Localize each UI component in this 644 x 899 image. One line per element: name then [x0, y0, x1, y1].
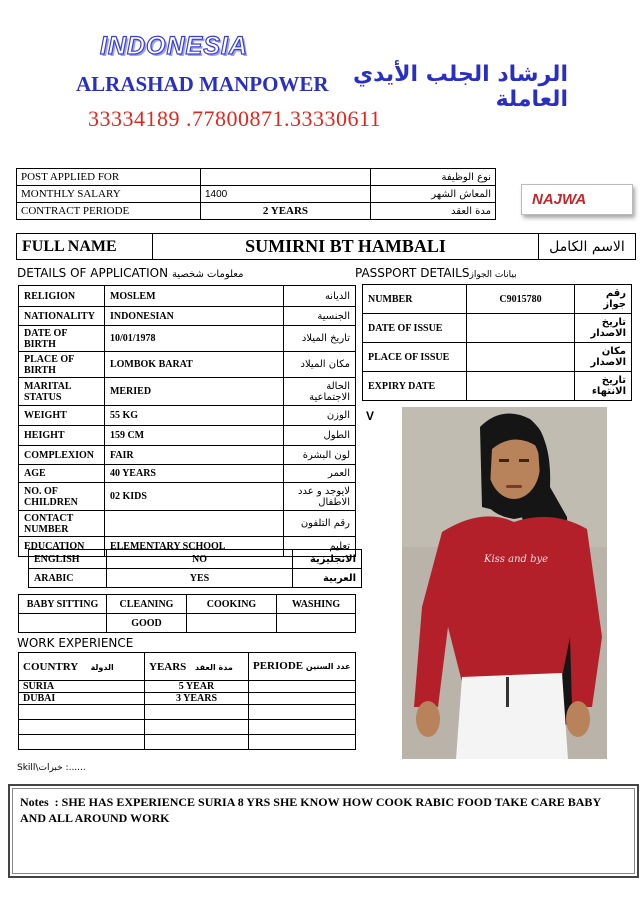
work-header-row	[19, 653, 356, 681]
details-heading	[17, 266, 243, 280]
details-heading-text: DETAILS OF APPLICATION	[17, 266, 169, 280]
work-row	[19, 705, 356, 720]
applicant-photo-drawing	[402, 407, 607, 759]
detail-row	[19, 378, 356, 406]
post-value: 1400	[201, 186, 371, 203]
language-row	[29, 569, 362, 588]
work-row	[19, 693, 356, 705]
work-periode	[249, 720, 356, 735]
work-row	[19, 735, 356, 750]
language-arabic: الانجليزية	[293, 550, 362, 569]
skill-header: CLEANING	[107, 595, 187, 614]
detail-arabic: تعليم	[284, 537, 356, 557]
detail-value: 40 YEARS	[104, 465, 283, 483]
work-row	[19, 720, 356, 735]
skill-line: Skill\خبرات :......	[17, 763, 86, 773]
detail-value	[104, 511, 283, 537]
detail-arabic: مكان الميلاد	[284, 352, 356, 378]
post-label: POST APPLIED FOR	[17, 169, 201, 186]
shirt-text: Kiss and bye	[484, 554, 549, 565]
language-label: ENGLISH	[29, 550, 107, 569]
detail-row	[19, 352, 356, 378]
post-arabic: نوع الوظيفة	[371, 169, 496, 186]
detail-value: 159 CM	[104, 426, 283, 446]
work-col-years	[145, 653, 249, 681]
detail-arabic: رقم التلفون	[284, 511, 356, 537]
passport-heading-text: PASSPORT DETAILS	[355, 266, 470, 280]
passport-arabic: مكان الاصدار	[575, 343, 632, 372]
detail-value: FAIR	[104, 446, 283, 465]
work-heading: WORK EXPERIENCE	[17, 636, 134, 650]
language-value: NO	[107, 550, 293, 569]
skills-table	[18, 594, 356, 633]
detail-label: NO. OF CHILDREN	[19, 483, 105, 511]
detail-label: RELIGION	[19, 286, 105, 307]
detail-row	[19, 406, 356, 426]
detail-value: MOSLEM	[104, 286, 283, 307]
notes-text: SHE HAS EXPERIENCE SURIA 8 YRS SHE KNOW HOW COOK RABIC FOOD TAKE CARE BABY AND ALL AROUND WORK	[20, 795, 601, 825]
work-years	[145, 705, 249, 720]
full-name-label: FULL NAME	[17, 234, 153, 260]
agency-name-arabic: الرشاد الجلب الأيدي العاملة	[353, 62, 568, 112]
agency-phones: 33334189 .77800871.33330611	[88, 106, 382, 131]
passport-arabic: تاريخ الاصدار	[575, 314, 632, 343]
language-arabic: العربية	[293, 569, 362, 588]
post-row	[17, 169, 496, 186]
work-col-periode-label: PERIODE	[253, 660, 304, 672]
passport-heading-arabic: بيانات الجواز	[469, 270, 517, 280]
detail-row	[19, 307, 356, 326]
work-col-country-arabic: الدولة	[90, 662, 114, 672]
work-col-years-arabic: مدة العقد	[195, 662, 233, 672]
passport-label: EXPIRY DATE	[363, 372, 467, 401]
detail-label: EDUCATION	[19, 537, 105, 557]
full-name-value: SUMIRNI BT HAMBALI	[153, 234, 539, 260]
passport-value	[467, 372, 575, 401]
passport-table	[362, 284, 632, 401]
detail-row	[19, 483, 356, 511]
detail-label: AGE	[19, 465, 105, 483]
work-col-years-label: YEARS	[149, 660, 187, 673]
detail-row	[19, 426, 356, 446]
detail-arabic: لايوجد و عدد الاطفال	[284, 483, 356, 511]
details-heading-arabic: معلومات شخصية	[171, 269, 244, 280]
detail-arabic: لون البشرة	[284, 446, 356, 465]
passport-value	[467, 343, 575, 372]
work-years: 5 YEAR	[145, 681, 249, 693]
passport-label: PLACE OF ISSUE	[363, 343, 467, 372]
detail-label: CONTACT NUMBER	[19, 511, 105, 537]
detail-label: HEIGHT	[19, 426, 105, 446]
passport-heading	[355, 266, 517, 280]
passport-arabic: رقم جواز	[575, 285, 632, 314]
detail-label: COMPLEXION	[19, 446, 105, 465]
post-value	[201, 169, 371, 186]
passport-label: DATE OF ISSUE	[363, 314, 467, 343]
skill-value	[19, 614, 107, 633]
stray-mark: V	[366, 409, 375, 423]
detail-label: MARITAL STATUS	[19, 378, 105, 406]
passport-row	[363, 314, 632, 343]
skill-value	[277, 614, 356, 633]
detail-label: WEIGHT	[19, 406, 105, 426]
detail-row	[19, 326, 356, 352]
passport-value	[467, 314, 575, 343]
work-periode	[249, 705, 356, 720]
agency-name: ALRASHAD MANPOWER	[76, 72, 329, 96]
detail-value: 02 KIDS	[104, 483, 283, 511]
post-row	[17, 186, 496, 203]
detail-label: DATE OF BIRTH	[19, 326, 105, 352]
passport-value: C9015780	[467, 285, 575, 314]
detail-value: LOMBOK BARAT	[104, 352, 283, 378]
detail-value: 10/01/1978	[104, 326, 283, 352]
post-label: CONTRACT PERIODE	[17, 203, 201, 220]
details-table	[18, 285, 356, 557]
passport-row	[363, 372, 632, 401]
work-col-periode-arabic: عدد السنين	[305, 662, 351, 671]
post-value: 2 YEARS	[201, 203, 371, 220]
full-name-arabic: الاسم الكامل	[539, 234, 636, 260]
detail-value: MERIED	[104, 378, 283, 406]
post-row	[17, 203, 496, 220]
work-years	[145, 735, 249, 750]
post-label: MONTHLY SALARY	[17, 186, 201, 203]
detail-arabic: الحالة الاجتماعية	[284, 378, 356, 406]
notes-box: Notes : SHE HAS EXPERIENCE SURIA 8 YRS SHE KNOW HOW COOK RABIC FOOD TAKE CARE BABY AND ALL AROUND WORK	[8, 784, 639, 878]
country-title: INDONESIA	[100, 32, 248, 60]
work-years: 3 YEARS	[145, 693, 249, 705]
detail-row	[19, 446, 356, 465]
detail-arabic: تاريخ الميلاد	[284, 326, 356, 352]
detail-arabic: الطول	[284, 426, 356, 446]
passport-arabic: تاريخ الانتهاء	[575, 372, 632, 401]
work-col-country-label: COUNTRY	[23, 660, 78, 673]
passport-row	[363, 285, 632, 314]
detail-arabic: الديانه	[284, 286, 356, 307]
work-country	[19, 735, 145, 750]
detail-label: NATIONALITY	[19, 307, 105, 326]
office-badge: NAJWA	[521, 184, 633, 215]
detail-value: ELEMENTARY SCHOOL	[104, 537, 283, 557]
detail-value: INDONESIAN	[104, 307, 283, 326]
languages-table	[28, 549, 362, 588]
skill-value: GOOD	[107, 614, 187, 633]
language-label: ARABIC	[29, 569, 107, 588]
detail-label: PLACE OF BIRTH	[19, 352, 105, 378]
language-row	[29, 550, 362, 569]
post-arabic: مدة العقد	[371, 203, 496, 220]
detail-arabic: العمر	[284, 465, 356, 483]
detail-row	[19, 465, 356, 483]
work-country: SURIA	[19, 681, 145, 693]
work-table	[18, 652, 356, 750]
work-periode	[249, 681, 356, 693]
work-col-country	[19, 653, 145, 681]
work-country	[19, 720, 145, 735]
language-value: YES	[107, 569, 293, 588]
skills-header-row	[19, 595, 356, 614]
work-periode	[249, 693, 356, 705]
work-col-periode	[249, 653, 356, 681]
work-row	[19, 681, 356, 693]
skill-header: BABY SITTING	[19, 595, 107, 614]
detail-value: 55 KG	[104, 406, 283, 426]
full-name-table	[16, 233, 636, 260]
work-periode	[249, 735, 356, 750]
detail-row	[19, 286, 356, 307]
detail-arabic: الجنسية	[284, 307, 356, 326]
skill-header: COOKING	[187, 595, 277, 614]
skill-value	[187, 614, 277, 633]
post-table	[16, 168, 496, 220]
work-country: DUBAI	[19, 693, 145, 705]
passport-row	[363, 343, 632, 372]
passport-label: NUMBER	[363, 285, 467, 314]
detail-arabic: الوزن	[284, 406, 356, 426]
detail-row	[19, 511, 356, 537]
skill-header: WASHING	[277, 595, 356, 614]
applicant-photo	[402, 407, 607, 759]
notes-label: Notes	[20, 795, 49, 809]
work-years	[145, 720, 249, 735]
skills-value-row	[19, 614, 356, 633]
post-arabic: المعاش الشهر	[371, 186, 496, 203]
work-country	[19, 705, 145, 720]
